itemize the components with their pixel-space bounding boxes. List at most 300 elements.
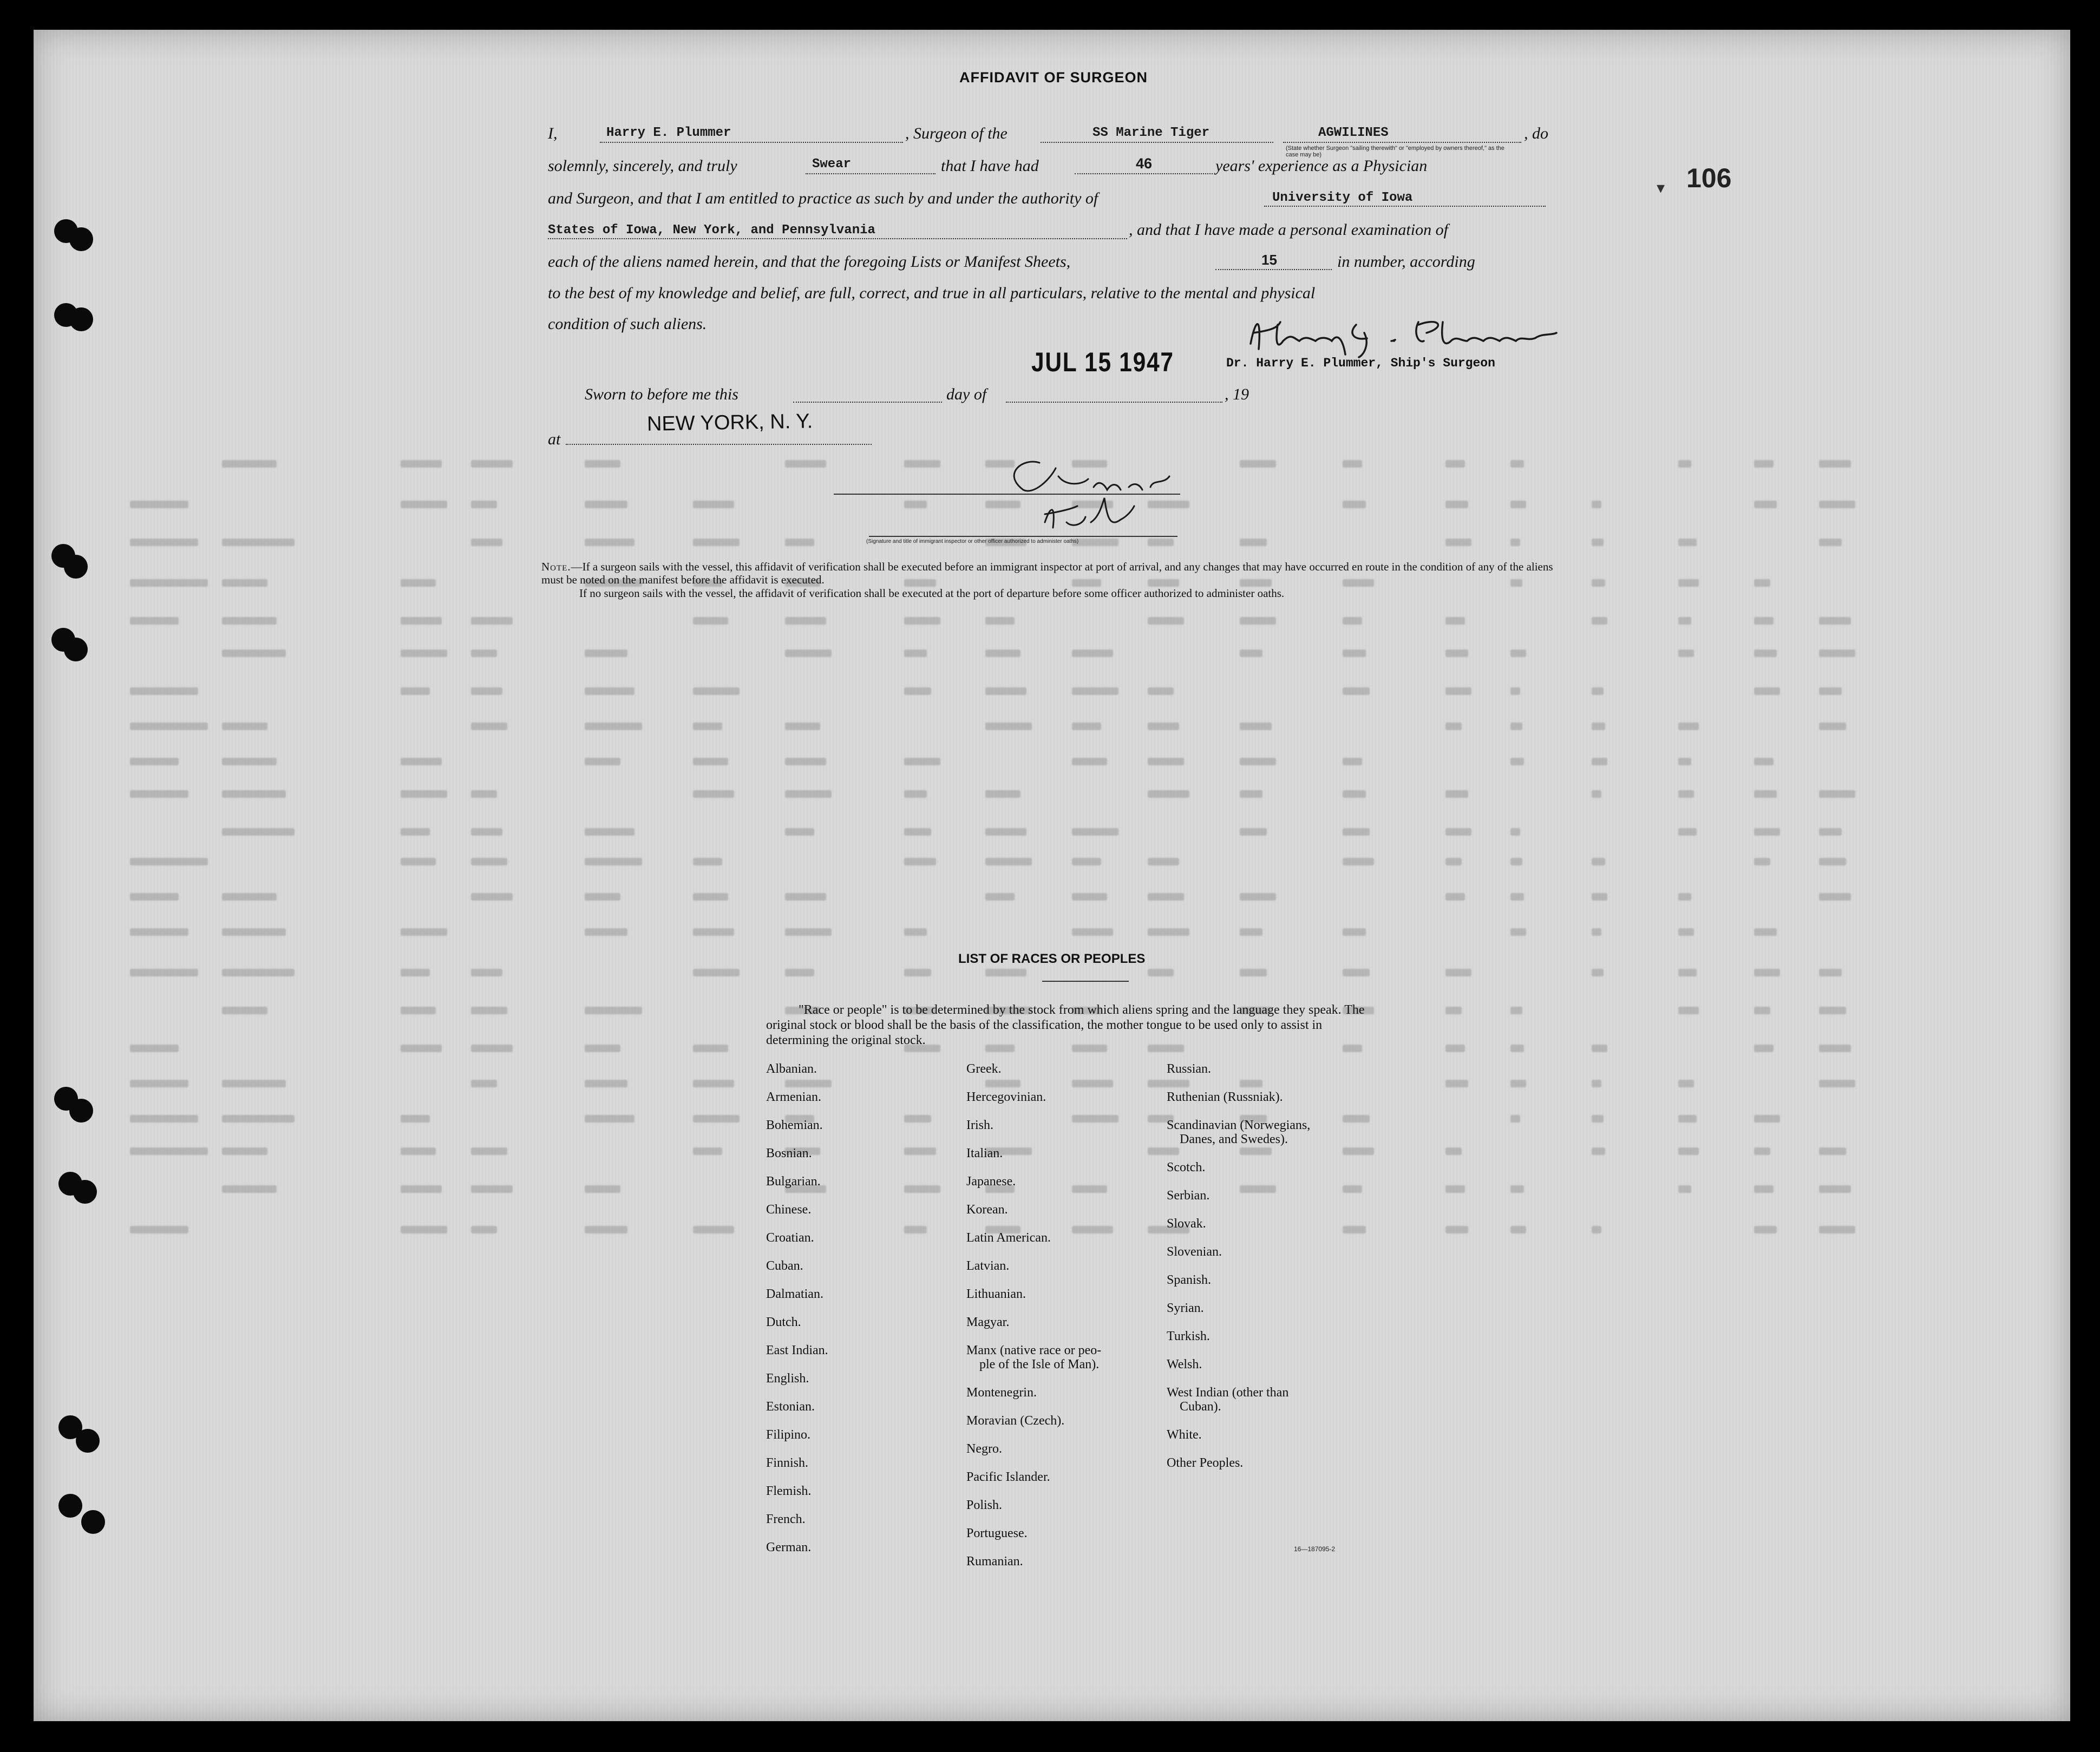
bleed-through-mark <box>1819 969 1842 976</box>
bleed-through-mark <box>130 790 188 798</box>
bleed-through-mark <box>1240 969 1267 976</box>
bleed-through-mark <box>471 649 497 657</box>
bleed-through-mark <box>1072 1226 1113 1233</box>
bleed-through-mark <box>1072 828 1118 836</box>
bleed-through-mark <box>1072 928 1113 936</box>
bleed-through-mark <box>904 828 931 836</box>
bleed-through-mark <box>1445 1045 1465 1052</box>
bleed-through-mark <box>1754 1007 1770 1014</box>
bleed-through-mark <box>1072 723 1101 730</box>
note-paragraph-1 <box>541 560 1559 586</box>
bleed-through-mark <box>585 723 642 730</box>
rule <box>869 536 1177 537</box>
bleed-through-mark <box>1510 758 1524 765</box>
bleed-through-mark <box>1592 1115 1604 1123</box>
bleed-through-mark <box>1592 969 1604 976</box>
bleed-through-mark <box>585 1007 642 1014</box>
bleed-through-mark <box>985 790 1020 798</box>
bleed-through-mark <box>471 1185 513 1193</box>
race-item: West Indian (other than <box>1167 1386 1289 1400</box>
race-item: Croatian. <box>766 1231 814 1245</box>
bleed-through-mark <box>222 1080 286 1087</box>
race-item: Dalmatian. <box>766 1287 823 1301</box>
bleed-through-mark <box>785 969 814 976</box>
bleed-through-mark <box>1510 1115 1520 1123</box>
race-item: Scotch. <box>1167 1160 1206 1174</box>
paper-texture <box>34 30 2070 1721</box>
shipping-line: AGWILINES <box>1318 126 1389 140</box>
race-item: Finnish. <box>766 1456 809 1470</box>
bleed-through-mark <box>1592 893 1607 901</box>
bleed-through-mark <box>1819 687 1842 695</box>
bleed-through-mark <box>222 790 286 798</box>
bleed-through-mark <box>1678 790 1694 798</box>
text-solemnly: solemnly, sincerely, and truly <box>548 157 737 175</box>
bleed-through-mark <box>471 617 513 625</box>
bleed-through-mark <box>1592 723 1605 730</box>
race-item: Bohemian. <box>766 1118 823 1132</box>
bleed-through-mark <box>1240 1080 1262 1087</box>
bleed-through-mark <box>693 1147 722 1155</box>
bleed-through-mark <box>130 539 198 546</box>
bleed-through-mark <box>1754 858 1770 865</box>
bleed-through-mark <box>1592 858 1605 865</box>
bleed-through-mark <box>1343 687 1370 695</box>
bleed-through-mark <box>471 969 502 976</box>
bleed-through-mark <box>1148 1147 1179 1155</box>
bleed-through-mark <box>904 687 931 695</box>
rule <box>1041 142 1273 143</box>
race-item: Armenian. <box>766 1090 821 1104</box>
bleed-through-mark <box>1445 1185 1465 1193</box>
bleed-through-mark <box>1343 1185 1362 1193</box>
bleed-through-mark <box>1678 460 1691 468</box>
bleed-through-mark <box>1445 649 1468 657</box>
binder-hole <box>76 1429 100 1453</box>
bleed-through-mark <box>222 539 295 546</box>
bleed-through-mark <box>1445 1007 1462 1014</box>
bleed-through-mark <box>1678 1185 1691 1193</box>
bleed-through-mark <box>904 1147 936 1155</box>
bleed-through-mark <box>222 1007 267 1014</box>
bleed-through-mark <box>904 649 927 657</box>
bleed-through-mark <box>1678 1147 1699 1155</box>
bleed-through-mark <box>1510 501 1526 508</box>
bleed-through-mark <box>904 1185 940 1193</box>
bleed-through-mark <box>401 687 430 695</box>
bleed-through-mark <box>1510 1045 1524 1052</box>
bleed-through-mark <box>1592 539 1604 546</box>
bleed-through-mark <box>785 617 826 625</box>
bleed-through-mark <box>785 893 826 901</box>
bleed-through-mark <box>585 1226 627 1233</box>
bleed-through-mark <box>401 1226 447 1233</box>
bleed-through-mark <box>1592 687 1604 695</box>
bleed-through-mark <box>401 1185 442 1193</box>
bleed-through-mark <box>693 539 740 546</box>
bleed-through-mark <box>1678 1115 1697 1123</box>
rule <box>1215 269 1332 270</box>
bleed-through-mark <box>1592 790 1601 798</box>
bleed-through-mark <box>1510 893 1524 901</box>
bleed-through-mark <box>785 828 814 836</box>
binder-hole <box>64 555 88 579</box>
text-day-of: day of <box>946 385 987 403</box>
bleed-through-mark <box>585 758 620 765</box>
bleed-through-mark <box>1240 539 1267 546</box>
rule <box>600 142 903 143</box>
bleed-through-mark <box>1754 758 1774 765</box>
bleed-through-mark <box>1445 617 1465 625</box>
note-label: Note. <box>541 560 571 573</box>
bleed-through-mark <box>471 1045 513 1052</box>
race-item: Italian. <box>966 1146 1003 1160</box>
bleed-through-mark <box>1592 579 1605 587</box>
race-item: Russian. <box>1167 1062 1212 1076</box>
bleed-through-mark <box>130 1147 208 1155</box>
officer-caption: (Signature and title of immigrant inspector or other officer authorized to administer oaths) <box>866 539 1079 544</box>
authority: University of Iowa <box>1272 191 1413 205</box>
bleed-through-mark <box>1754 1185 1774 1193</box>
bleed-through-mark <box>401 649 447 657</box>
bleed-through-mark <box>585 858 642 865</box>
bleed-through-mark <box>1343 501 1366 508</box>
race-item: Magyar. <box>966 1315 1010 1329</box>
vessel-name: SS Marine Tiger <box>1092 126 1210 140</box>
bleed-through-mark <box>1592 928 1601 936</box>
bleed-through-mark <box>130 579 208 587</box>
bleed-through-mark <box>904 501 927 508</box>
bleed-through-mark <box>222 1115 295 1123</box>
race-item: Spanish. <box>1167 1273 1212 1287</box>
bleed-through-mark <box>222 758 277 765</box>
bleed-through-mark <box>1819 501 1855 508</box>
bleed-through-mark <box>693 1115 740 1123</box>
surgeon-name: Harry E. Plummer <box>606 126 731 140</box>
licensed-states: States of Iowa, New York, and Pennsylvania <box>548 223 875 238</box>
text-surgeon-of: , Surgeon of the <box>905 124 1008 142</box>
bleed-through-mark <box>1343 1226 1366 1233</box>
race-item: Welsh. <box>1167 1357 1202 1372</box>
bleed-through-mark <box>1592 758 1607 765</box>
bleed-through-mark <box>471 1226 497 1233</box>
bleed-through-mark <box>693 1080 734 1087</box>
bleed-through-mark <box>130 858 208 865</box>
bleed-through-mark <box>1148 617 1184 625</box>
bleed-through-mark <box>1510 649 1526 657</box>
bleed-through-mark <box>1510 1007 1522 1014</box>
bleed-through-mark <box>401 501 447 508</box>
races-title: LIST OF RACES OR PEOPLES <box>958 952 1146 966</box>
race-item: Manx (native race or peo- <box>966 1343 1102 1357</box>
bleed-through-mark <box>585 1185 620 1193</box>
bleed-through-mark <box>904 758 940 765</box>
rule <box>1264 206 1546 207</box>
bleed-through-mark <box>985 893 1015 901</box>
race-item: Syrian. <box>1167 1301 1204 1315</box>
bleed-through-mark <box>130 1080 188 1087</box>
binder-hole <box>69 1099 93 1123</box>
bleed-through-mark <box>1819 893 1851 901</box>
bleed-through-mark <box>785 1080 832 1087</box>
bleed-through-mark <box>1072 1080 1113 1087</box>
bleed-through-mark <box>401 1045 442 1052</box>
bleed-through-mark <box>401 790 447 798</box>
bleed-through-mark <box>222 1147 267 1155</box>
bleed-through-mark <box>1754 649 1777 657</box>
bleed-through-mark <box>1240 828 1267 836</box>
bleed-through-mark <box>1445 969 1471 976</box>
rule <box>1075 173 1213 174</box>
race-item: Albanian. <box>766 1062 817 1076</box>
rule <box>566 444 872 445</box>
bleed-through-mark <box>222 1185 277 1193</box>
bleed-through-mark <box>1819 858 1846 865</box>
bleed-through-mark <box>585 1045 620 1052</box>
bleed-through-mark <box>1678 1080 1694 1087</box>
bleed-through-mark <box>904 858 936 865</box>
bleed-through-mark <box>1445 790 1468 798</box>
binder-hole <box>64 638 88 661</box>
bleed-through-mark <box>1445 539 1471 546</box>
bleed-through-mark <box>1754 687 1780 695</box>
bleed-through-mark <box>471 501 497 508</box>
bleed-through-mark <box>1240 649 1262 657</box>
bleed-through-mark <box>1678 539 1697 546</box>
race-item: Turkish. <box>1167 1329 1210 1343</box>
bleed-through-mark <box>130 501 188 508</box>
bleed-through-mark <box>1754 1045 1774 1052</box>
text-personal-examination: , and that I have made a personal examination of <box>1129 221 1448 239</box>
place-stamp: NEW YORK, N. Y. <box>646 410 813 436</box>
affidavit-line-1 <box>548 124 558 143</box>
bleed-through-mark <box>585 928 627 936</box>
bleed-through-mark <box>1240 758 1276 765</box>
text-at: at <box>548 430 561 448</box>
race-item: Estonian. <box>766 1400 815 1414</box>
bleed-through-mark <box>585 649 627 657</box>
bleed-through-mark <box>222 969 295 976</box>
bleed-through-mark <box>471 1007 507 1014</box>
bleed-through-mark <box>1343 649 1366 657</box>
bleed-through-mark <box>471 1080 497 1087</box>
race-item: Cuban. <box>766 1259 803 1273</box>
bleed-through-mark <box>1819 649 1855 657</box>
bleed-through-mark <box>1148 893 1184 901</box>
bleed-through-mark <box>222 893 277 901</box>
race-item: Pacific Islander. <box>966 1470 1050 1484</box>
bleed-through-mark <box>222 617 277 625</box>
bleed-through-mark <box>985 649 1020 657</box>
bleed-through-mark <box>1678 928 1694 936</box>
oath-type: Swear <box>812 157 852 172</box>
bleed-through-mark <box>1678 617 1691 625</box>
note-text-1: —If a surgeon sails with the vessel, this affidavit of verification shall be executed before an immigrant inspector at port of arrival, and any changes that may have occurred en route in the condition of any of the aliens must be noted on the manifest before the affidavit is executed. <box>541 560 1553 586</box>
bleed-through-mark <box>130 893 179 901</box>
text-best-of-knowledge: to the best of my knowledge and belief, are full, correct, and true in all particulars, relative to the mental and physical <box>548 284 1316 302</box>
bleed-through-mark <box>471 687 502 695</box>
bleed-through-mark <box>471 460 513 468</box>
binder-hole <box>69 227 93 251</box>
bleed-through-mark <box>1343 828 1370 836</box>
bleed-through-mark <box>1072 687 1118 695</box>
bleed-through-mark <box>1148 1080 1189 1087</box>
bleed-through-mark <box>985 617 1015 625</box>
stamp-mark: ▾ <box>1657 179 1665 198</box>
note-paragraph-2: If no surgeon sails with the vessel, the affidavit of verification shall be executed at the port of departure before some officer authorized to administer oaths. <box>579 587 1285 600</box>
bleed-through-mark <box>130 1115 198 1123</box>
binder-hole <box>73 1180 97 1204</box>
bleed-through-mark <box>693 858 722 865</box>
rule <box>1006 402 1222 403</box>
bleed-through-mark <box>1592 501 1601 508</box>
bleed-through-mark <box>401 858 436 865</box>
manifest-sheet-count: 15 <box>1261 252 1277 268</box>
bleed-through-mark <box>1678 723 1699 730</box>
bleed-through-mark <box>1819 1007 1846 1014</box>
bleed-through-mark <box>1819 1147 1846 1155</box>
race-item: Bulgarian. <box>766 1174 821 1189</box>
race-item: Portuguese. <box>966 1526 1028 1540</box>
bleed-through-mark <box>1148 969 1174 976</box>
bleed-through-mark <box>1678 758 1691 765</box>
bleed-through-mark <box>401 758 442 765</box>
race-item: Ruthenian (Russniak). <box>1167 1090 1283 1104</box>
bleed-through-mark <box>222 928 286 936</box>
bleed-through-mark <box>693 1045 728 1052</box>
race-item: Scandinavian (Norwegians, <box>1167 1118 1311 1132</box>
text-sworn: Sworn to before me this <box>585 385 738 403</box>
text-i: I, <box>548 124 558 142</box>
document-sheet <box>34 30 2070 1721</box>
bleed-through-mark <box>1148 928 1189 936</box>
bleed-through-mark <box>1754 790 1777 798</box>
bleed-through-mark <box>1678 969 1697 976</box>
race-item: French. <box>766 1512 806 1526</box>
bleed-through-mark <box>1445 460 1465 468</box>
bleed-through-mark <box>1240 617 1276 625</box>
bleed-through-mark <box>985 969 1026 976</box>
bleed-through-mark <box>585 687 634 695</box>
bleed-through-mark <box>693 790 734 798</box>
bleed-through-mark <box>1343 758 1362 765</box>
race-item: ple of the Isle of Man). <box>979 1357 1100 1372</box>
bleed-through-mark <box>693 723 722 730</box>
bleed-through-mark <box>785 758 826 765</box>
rule <box>548 238 1127 239</box>
bleed-through-mark <box>1819 1185 1851 1193</box>
bleed-through-mark <box>785 539 814 546</box>
bleed-through-mark <box>471 828 502 836</box>
bleed-through-mark <box>785 460 826 468</box>
race-item: Moravian (Czech). <box>966 1414 1065 1428</box>
race-item: Negro. <box>966 1442 1002 1456</box>
bleed-through-mark <box>693 928 734 936</box>
bleed-through-mark <box>904 617 940 625</box>
race-item: Japanese. <box>966 1174 1016 1189</box>
bleed-through-mark <box>1678 1007 1699 1014</box>
bleed-through-mark <box>401 460 442 468</box>
bleed-through-mark <box>1678 828 1697 836</box>
bleed-through-mark <box>1072 858 1101 865</box>
bleed-through-mark <box>1754 1147 1770 1155</box>
date-stamp: JUL 15 1947 <box>1031 347 1174 377</box>
bleed-through-mark <box>1343 1115 1370 1123</box>
race-item: Hercegovinian. <box>966 1090 1046 1104</box>
text-and-surgeon: and Surgeon, and that I am entitled to practice as such by and under the authority of <box>548 189 1098 207</box>
race-item: Slovenian. <box>1167 1245 1222 1259</box>
race-item: Other Peoples. <box>1167 1456 1244 1470</box>
bleed-through-mark <box>1754 460 1774 468</box>
bleed-through-mark <box>985 687 1026 695</box>
bleed-through-mark <box>585 460 620 468</box>
bleed-through-mark <box>222 649 286 657</box>
bleed-through-mark <box>1754 969 1780 976</box>
races-title-underline <box>1042 981 1129 982</box>
bleed-through-mark <box>222 828 295 836</box>
bleed-through-mark <box>1819 539 1842 546</box>
bleed-through-mark <box>471 723 507 730</box>
text-that-i-have-had: that I have had <box>941 157 1039 175</box>
bleed-through-mark <box>1819 1226 1855 1233</box>
bleed-through-mark <box>1240 1147 1272 1155</box>
surgeon-typed-name: Dr. Harry E. Plummer, Ship's Surgeon <box>1226 356 1495 370</box>
bleed-through-mark <box>585 501 627 508</box>
bleed-through-mark <box>1240 1185 1276 1193</box>
bleed-through-mark <box>1510 460 1524 468</box>
bleed-through-mark <box>585 1080 627 1087</box>
bleed-through-mark <box>130 617 179 625</box>
races-intro: "Race or people" is to be determined by the stock from which aliens spring and the language they speak. The original stock or blood shall be the basis of the classification, the mother tongue to be used only to assist in determining the original stock. <box>766 1003 1365 1047</box>
sheet-number-stamp: 106 <box>1686 163 1732 193</box>
bleed-through-mark <box>693 1226 734 1233</box>
race-item: German. <box>766 1540 812 1554</box>
bleed-through-mark <box>1510 687 1520 695</box>
bleed-through-mark <box>1343 460 1362 468</box>
bleed-through-mark <box>471 858 507 865</box>
bleed-through-mark <box>1754 617 1774 625</box>
bleed-through-mark <box>1819 617 1851 625</box>
bleed-through-mark <box>1592 617 1607 625</box>
text-do: , do <box>1524 124 1548 142</box>
race-item: Irish. <box>966 1118 993 1132</box>
race-item: Latin American. <box>966 1231 1051 1245</box>
race-item: Bosnian. <box>766 1146 812 1160</box>
bleed-through-mark <box>1072 1115 1118 1123</box>
text-years-experience: years' experience as a Physician <box>1215 157 1428 175</box>
bleed-through-mark <box>785 723 820 730</box>
bleed-through-mark <box>904 1115 931 1123</box>
bleed-through-mark <box>985 828 1026 836</box>
bleed-through-mark <box>1343 969 1370 976</box>
bleed-through-mark <box>471 1147 507 1155</box>
race-item: Montenegrin. <box>966 1386 1037 1400</box>
bleed-through-mark <box>904 969 931 976</box>
bleed-through-mark <box>130 928 188 936</box>
bleed-through-mark <box>1072 893 1107 901</box>
bleed-through-mark <box>1819 1080 1855 1087</box>
bleed-through-mark <box>1343 1147 1374 1155</box>
form-code: 16—187095-2 <box>1294 1545 1336 1553</box>
bleed-through-mark <box>401 828 430 836</box>
rule <box>1283 142 1521 143</box>
rule <box>834 494 1180 495</box>
bleed-through-mark <box>1072 1185 1107 1193</box>
bleed-through-mark <box>1240 790 1262 798</box>
bleed-through-mark <box>401 617 442 625</box>
race-item: Filipino. <box>766 1428 811 1442</box>
bleed-through-mark <box>585 1115 634 1123</box>
